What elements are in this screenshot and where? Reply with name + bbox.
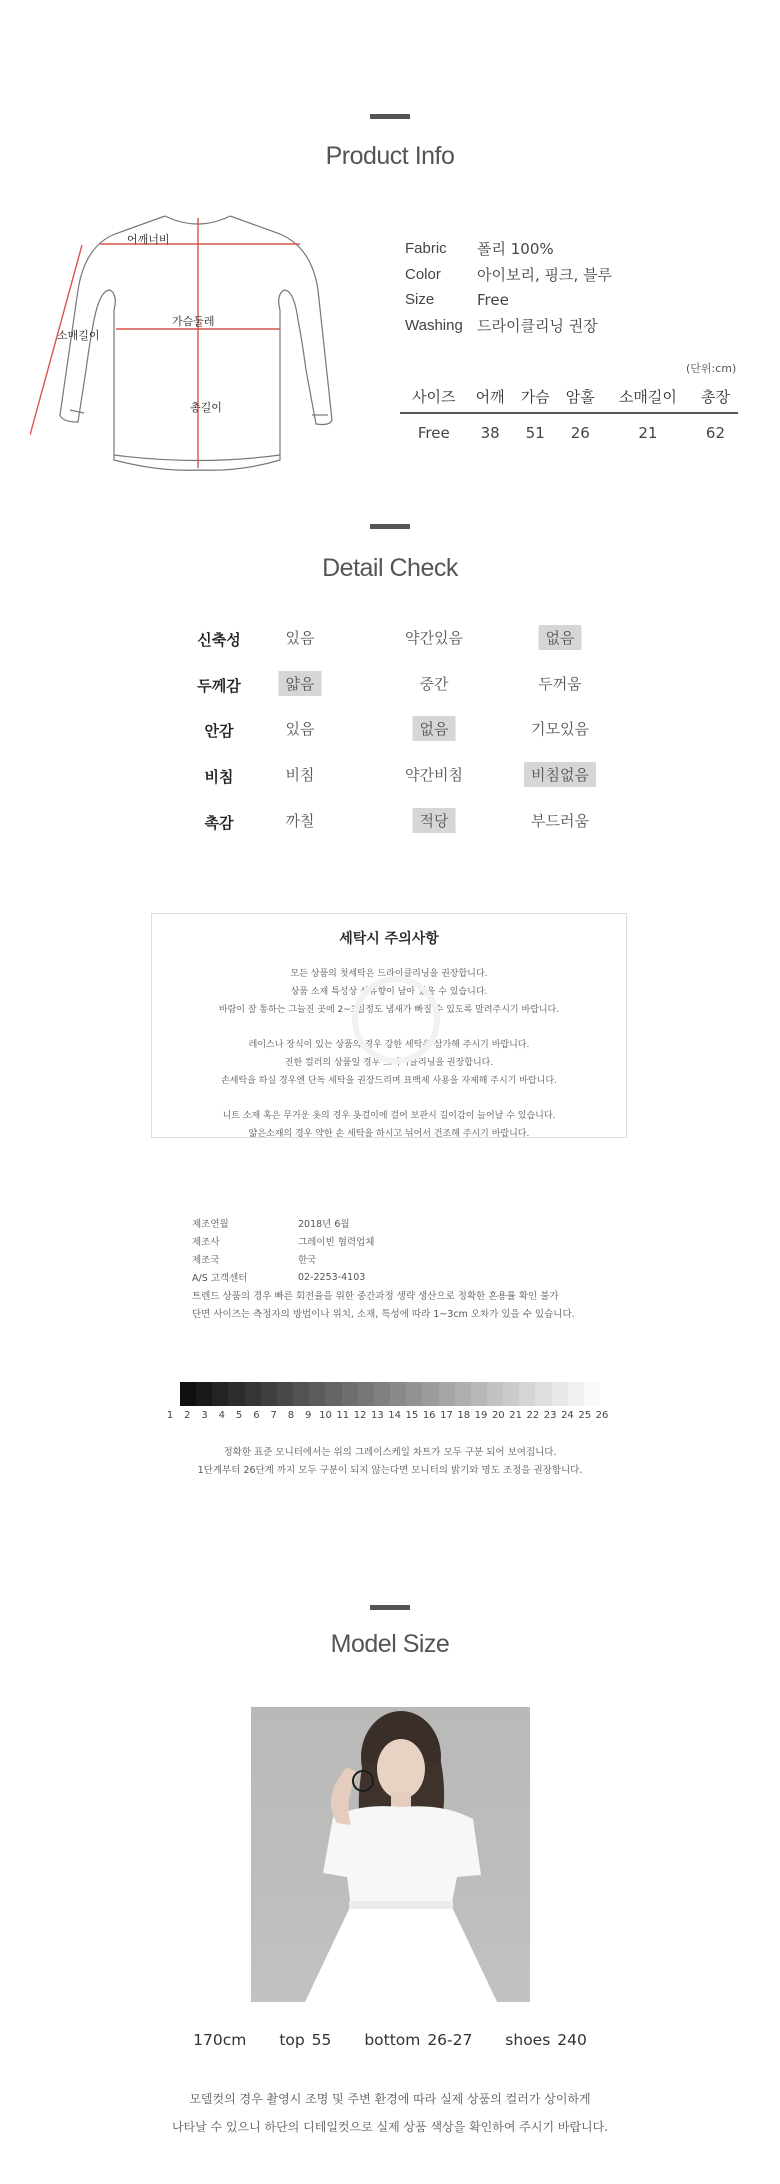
detail-check-title: Detail Check [322, 554, 458, 582]
detail-option-selected: 얇음 [279, 671, 322, 696]
table-cell: 21 [638, 424, 658, 442]
meta-row [192, 1268, 575, 1286]
grayscale-number: 2 [184, 1410, 191, 1421]
detail-check-row [0, 806, 780, 836]
size-diagram [30, 210, 350, 480]
spec-key: Color [405, 265, 441, 283]
detail-option: 부드러움 [531, 812, 589, 830]
meta-note: 단면 사이즈는 측정자의 방법이나 위치, 소재, 특성에 따라 1~3cm 오차가 있을 수 있습니다. [192, 1309, 575, 1320]
grayscale-step [293, 1382, 309, 1406]
meta-row [192, 1232, 575, 1250]
detail-option-selected: 없음 [539, 625, 582, 650]
grayscale-step [552, 1382, 568, 1406]
grayscale-number: 11 [336, 1410, 350, 1421]
detail-option: 약간비침 [405, 766, 463, 784]
grayscale-number: 8 [287, 1410, 295, 1421]
meta-value: 한국 [298, 1255, 317, 1266]
grayscale-number: 6 [253, 1410, 260, 1421]
grayscale-number: 20 [491, 1410, 505, 1421]
model-note: 나타날 수 있으니 하단의 디테일컷으로 실제 상품 색상을 확인하여 주시기 바랍니다. [171, 2120, 609, 2134]
meta-note: 트렌드 상품의 경우 빠른 회전율을 위한 중간과정 생략 생산으로 정확한 혼용률 확인 불가 [192, 1291, 559, 1302]
grayscale-step [487, 1382, 503, 1406]
grayscale-number: 13 [370, 1410, 384, 1421]
grayscale-number: 10 [319, 1410, 332, 1421]
detail-check-row [0, 714, 780, 744]
grayscale-step [406, 1382, 422, 1406]
grayscale-step [342, 1382, 358, 1406]
unit-label: (단위:cm) [686, 362, 737, 375]
detail-check-row [0, 760, 780, 790]
grayscale-step [584, 1382, 600, 1406]
header-cell: 소매길이 [603, 380, 693, 413]
meta-value: 2018년 6월 [298, 1219, 350, 1230]
grayscale-step [277, 1382, 293, 1406]
detail-option: 비침 [285, 766, 315, 784]
detail-option-selected: 적당 [413, 808, 456, 833]
model-bottom-size: bottom 26-27 [364, 2031, 473, 2049]
notice-line: 얇은소재의 경우 약한 손 세탁을 하시고 뉘어서 건조해 주시기 바랍니다. [248, 1129, 530, 1139]
section-divider [370, 1605, 410, 1610]
grayscale-number: 5 [235, 1410, 243, 1421]
grayscale-number: 1 [166, 1410, 174, 1421]
section-divider [370, 114, 410, 119]
spec-value: 드라이클리닝 권장 [477, 316, 598, 335]
header-cell: 암홀 [558, 380, 603, 413]
detail-check-label: 촉감 [204, 814, 234, 832]
size-table-header [400, 380, 738, 413]
spec-value: Free [477, 290, 509, 309]
grayscale-step [568, 1382, 584, 1406]
size-table [400, 380, 738, 452]
table-cell: 38 [480, 424, 500, 442]
model-shoe-size: shoes 240 [505, 2031, 587, 2049]
spec-value: 아이보리, 핑크, 블루 [477, 265, 612, 284]
grayscale-number: 7 [270, 1410, 277, 1421]
grayscale-step [196, 1382, 212, 1406]
washing-notice-title: 세탁시 주의사항 [339, 931, 439, 947]
grayscale-number: 14 [388, 1410, 401, 1421]
grayscale-number: 12 [353, 1410, 367, 1421]
model-top-size: top 55 [279, 2031, 332, 2049]
header-cell: 어깨 [468, 380, 513, 413]
table-cell: 62 [705, 424, 725, 442]
grayscale-number: 17 [440, 1410, 453, 1421]
model-stats [0, 2031, 780, 2049]
meta-key: A/S 고객센터 [192, 1273, 248, 1284]
detail-check-label: 안감 [204, 722, 234, 740]
grayscale-number: 22 [526, 1410, 540, 1421]
model-illustration [251, 1707, 530, 2002]
detail-check-row [0, 623, 780, 653]
grayscale-step [519, 1382, 535, 1406]
spec-value: 폴리 100% [477, 240, 554, 259]
product-info-title: Product Info [325, 142, 455, 170]
detail-option: 있음 [285, 720, 315, 738]
detail-check-label: 신축성 [197, 631, 241, 649]
header-cell: 가슴 [513, 380, 558, 413]
model-photo [251, 1707, 530, 2002]
grayscale-step [309, 1382, 325, 1406]
grayscale-step [228, 1382, 244, 1406]
header-cell: 사이즈 [400, 380, 468, 413]
detail-option: 까칠 [285, 812, 315, 830]
manufacture-info [192, 1214, 575, 1322]
grayscale-step [374, 1382, 390, 1406]
spec-row [405, 287, 612, 313]
detail-check-label: 두께감 [197, 677, 241, 695]
grayscale-note: 1단계부터 26단계 까지 모두 구분이 되지 않는다면 모니터의 밝기와 명도 조정을 권장합니다. [197, 1465, 583, 1476]
grayscale-step [325, 1382, 341, 1406]
watermark-logo [352, 976, 440, 1064]
grayscale-step [180, 1382, 196, 1406]
detail-option: 약간있음 [405, 629, 463, 647]
washing-paragraph [152, 1107, 626, 1143]
detail-option-selected: 비침없음 [524, 762, 596, 787]
grayscale-chart [180, 1382, 600, 1406]
grayscale-step [212, 1382, 228, 1406]
section-divider [370, 524, 410, 529]
grayscale-number: 15 [405, 1410, 419, 1421]
table-cell: 51 [525, 424, 545, 442]
grayscale-number: 25 [578, 1410, 592, 1421]
grayscale-note: 정확한 표준 모니터에서는 위의 그레이스케일 차트가 모두 구분 되어 보여집니다. [223, 1447, 557, 1458]
table-row [400, 413, 738, 452]
grayscale-number: 24 [561, 1410, 574, 1421]
grayscale-step [245, 1382, 261, 1406]
meta-key: 제조국 [192, 1255, 220, 1266]
notice-line: 모든 상품의 첫세탁은 드라이클리닝을 권장합니다. [290, 969, 488, 979]
meta-row [192, 1214, 575, 1232]
detail-option-selected: 없음 [413, 716, 456, 741]
grayscale-step [439, 1382, 455, 1406]
model-note: 모델컷의 경우 촬영시 조명 및 주변 환경에 따라 실제 상품의 컬러가 상이하게 [189, 2092, 591, 2106]
spec-row [405, 262, 612, 288]
grayscale-number: 18 [457, 1410, 471, 1421]
diagram-label-shoulder: 어깨너비 [127, 233, 170, 246]
detail-option: 기모있음 [531, 720, 589, 738]
notice-line: 손세탁을 하실 경우엔 단독 세탁을 권장드리며 표백제 사용을 자제해 주시기 바랍니다. [221, 1076, 557, 1086]
table-cell: 26 [570, 424, 590, 442]
spec-row [405, 236, 612, 262]
notice-line: 진한 컬러의 상품일 경우 드라이클리닝을 권장합니다. [284, 1058, 494, 1068]
meta-row [192, 1250, 575, 1268]
notice-line: 상품 소재 특성상 섬유향이 남아 있을 수 있습니다. [290, 987, 488, 997]
diagram-label-chest: 가슴둘레 [172, 315, 215, 328]
grayscale-step [261, 1382, 277, 1406]
notice-line: 바람이 잘 통하는 그늘진 곳에 2~3일정도 냄새가 빠질 수 있도록 말려주시기 바랍니다. [218, 1005, 560, 1015]
grayscale-step [503, 1382, 519, 1406]
grayscale-number: 4 [218, 1410, 226, 1421]
detail-option: 중간 [419, 675, 449, 693]
grayscale-step [358, 1382, 374, 1406]
diagram-label-sleeve: 소매길이 [57, 329, 100, 342]
grayscale-number: 9 [305, 1410, 312, 1421]
grayscale-step [390, 1382, 406, 1406]
spec-row [405, 313, 612, 339]
spec-key: Fabric [405, 240, 447, 258]
notice-line: 니트 소재 혹은 무거운 옷의 경우 옷걸이에 걸어 보관시 길이감이 늘어날 수 있습니다. [222, 1111, 556, 1121]
grayscale-step [422, 1382, 438, 1406]
grayscale-number: 16 [422, 1410, 436, 1421]
model-height: 170cm [193, 2031, 247, 2049]
meta-key: 제조사 [192, 1237, 220, 1248]
grayscale-step [455, 1382, 471, 1406]
table-cell: Free [417, 424, 450, 442]
grayscale-step [471, 1382, 487, 1406]
model-size-title: Model Size [330, 1630, 450, 1658]
grayscale-number: 3 [201, 1410, 208, 1421]
detail-option: 있음 [285, 629, 315, 647]
meta-value: 그레이빈 협력업체 [298, 1237, 375, 1248]
notice-line: 레이스나 장식이 있는 상품의 경우 강한 세탁은 삼가해 주시기 바랍니다. [248, 1040, 530, 1050]
grayscale-number: 23 [543, 1410, 557, 1421]
detail-check-row [0, 669, 780, 699]
detail-check-label: 비침 [204, 768, 234, 786]
grayscale-number: 19 [474, 1410, 488, 1421]
spec-key: Washing [405, 316, 463, 334]
diagram-label-length: 총길이 [190, 401, 222, 414]
detail-option: 두꺼움 [538, 675, 582, 693]
header-cell: 총장 [693, 380, 738, 413]
spec-list [405, 236, 612, 338]
grayscale-numbers [164, 1410, 608, 1424]
grayscale-number: 21 [509, 1410, 522, 1421]
grayscale-step [535, 1382, 551, 1406]
grayscale-number: 26 [595, 1410, 609, 1421]
spec-key: Size [405, 291, 435, 309]
meta-value: 02-2253-4103 [298, 1271, 366, 1283]
meta-key: 제조연월 [192, 1219, 229, 1230]
washing-notice-box [151, 913, 627, 1138]
